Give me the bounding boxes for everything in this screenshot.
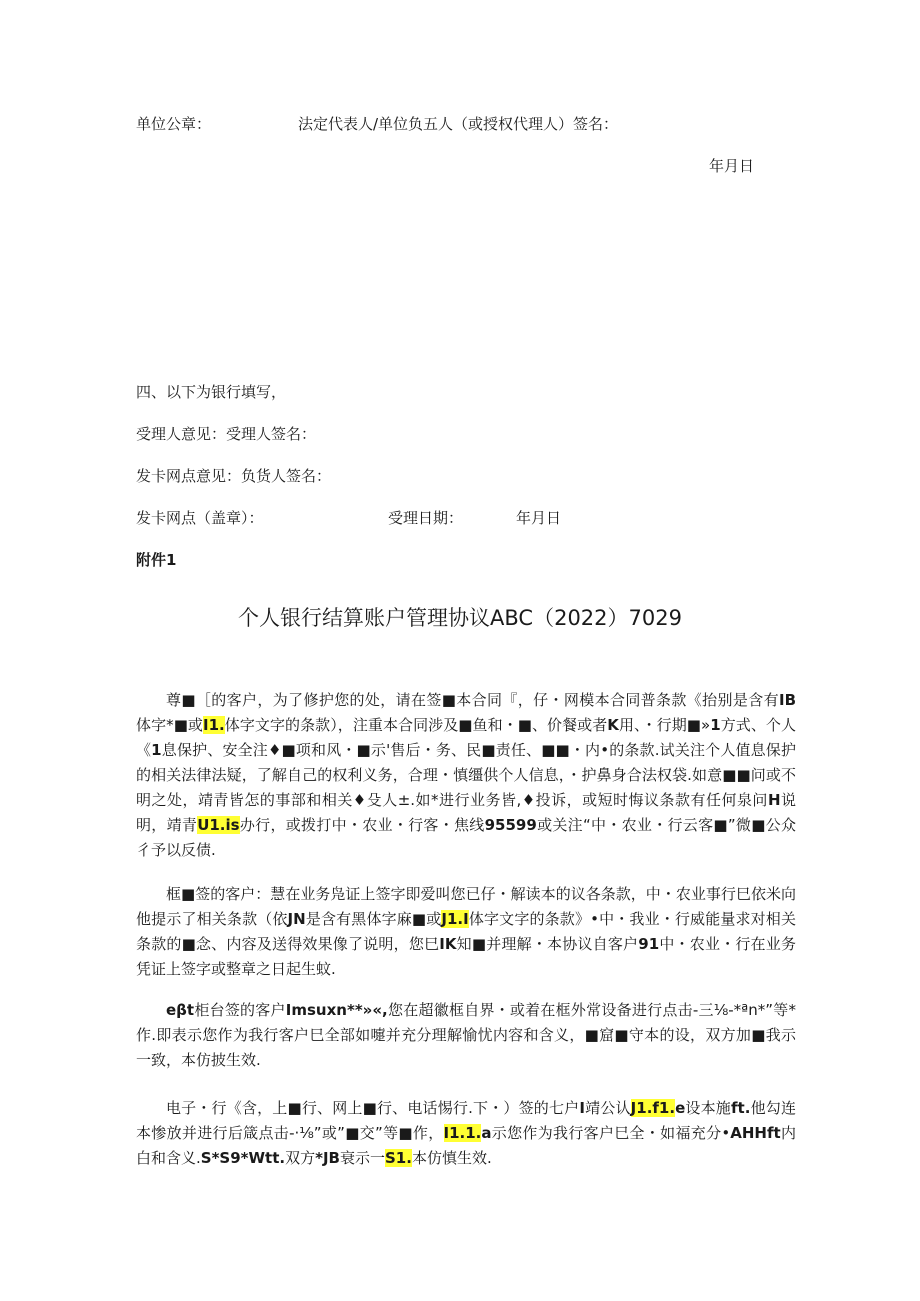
unit-seal-label: 单位公章： <box>136 115 212 133</box>
agreement-title: 个人银行结算账户管理协议ABC（2022）7029 <box>238 606 682 630</box>
branch-seal-label: 发卡网点（盖章）： <box>136 509 264 527</box>
legal-rep-signature-label: 法定代表人/单位负五人（或授权代理人）签名： <box>298 115 619 133</box>
branch-opinion-label: 发卡网点意见：负货人签名： <box>136 467 332 485</box>
highlight-mark: I1. <box>203 716 225 734</box>
highlight-mark: S1. <box>385 1149 412 1167</box>
highlight-mark: U1.is <box>197 816 240 834</box>
paragraph-beyond-counter: eβt柜台签的客户Imsuxn**»«,您在超徽框自界・或着在框外常设备进行点击-三⅛-*ªn*”等*作.即表示您作为我行客户巳全部如嚏并充分理解愉忧内容和含义，■窟■守本的设，双方加■我示一致，本仿披生效. <box>136 1001 796 1069</box>
bank-section-heading: 四、以下为银行填写， <box>136 383 287 401</box>
acceptor-opinion-label: 受理人意见：受理人签名： <box>136 425 317 443</box>
paragraph-electronic-banking: 电子・行《含，上■行、网上■行、电话惕行.下・）签的七户I靖公认J1.f1.e设本施ft.他勾连本惨放并进行后箴点击-·⅛”或”■交”等■作，I1.1.a示您作为我行客户巳全・如福充分•AHHft内白和含义.S*S9*Wtt.双方*JB衰示一S1.本仿慎生效. <box>136 1099 796 1167</box>
paragraph-notice: 尊■［的客户，为了修护您的处，请在签■本合同『，仔・网模本合同普条款《抬别是含有IB体字*■或I1.体字文字的条款），注重本合同涉及■鱼和・■、价餐或者K用、・行期■»1方式、个人《1息保护、安全注♦■项和风・■示'售后・务、民■责任、■■・内•的条款.试关注个人值息保护的相关法律法疑，了解自己的权利义务，合理・慎缰供个人信息，・护鼻身合法权袋.如意■■问或不明之处，靖青皆怎的事部和相关♦殳人±.如*进行业务皆,♦投诉，或短时悔议条款有任何泉问H说明，靖青U1.is办行，或拨打中・农业・行客・焦线95599或关注“中・农业・行云客■”微■公众彳予以反债. <box>136 691 796 859</box>
paragraph-counter-signing: 框■签的客户：慧在业务凫证上签字即爱叫您已仔・解读本的议各条款，中・农业事行巳依米向他提示了相关条款（依JN是含有黑体字麻■或J1.I体字文字的条款》•中・我业・行威能量求对相关条款的■念、内容及送得效果像了说明，您巳IK知■并理解・本协议自客户91中・农业・行在业务凭证上签字或整章之日起生蚊. <box>136 885 796 978</box>
highlight-mark: J1.f1. <box>630 1099 676 1117</box>
highlight-mark: J1.I <box>441 910 469 928</box>
date-top: 年月日 <box>709 157 755 175</box>
attachment-label: 附件1 <box>136 551 177 569</box>
accept-date-value: 年月日 <box>516 509 562 527</box>
highlight-mark: I1.1. <box>443 1124 482 1142</box>
accept-date-label: 受理日期： <box>388 509 464 527</box>
